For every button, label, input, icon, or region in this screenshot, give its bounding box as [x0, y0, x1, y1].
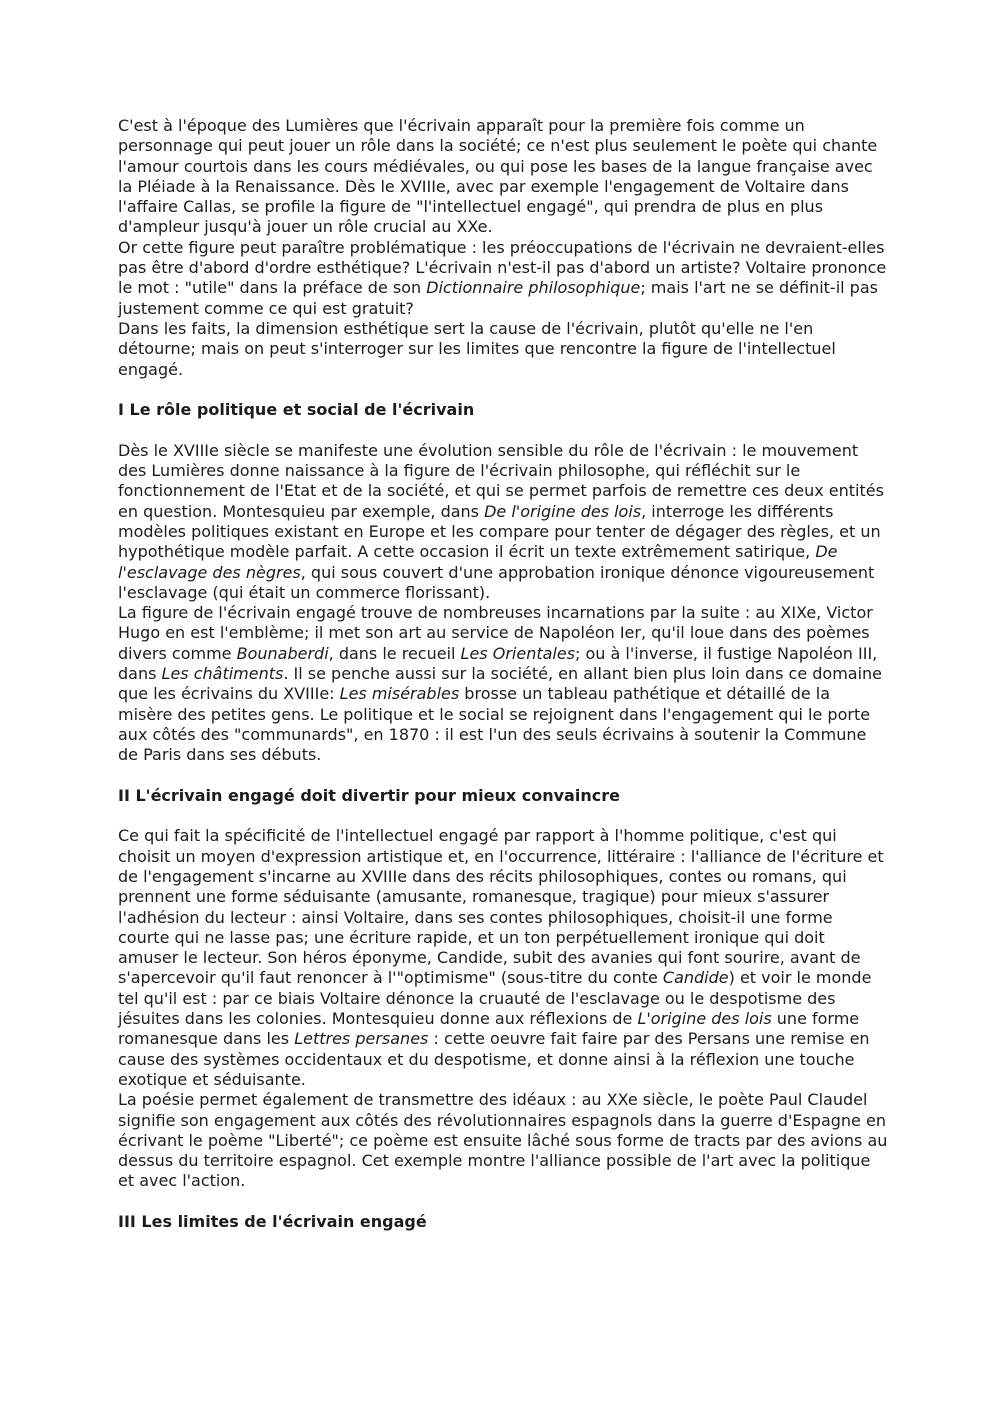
work-title-origine-des-lois: De l'origine des lois	[484, 501, 642, 521]
section-3-heading: III Les limites de l'écrivain engagé	[118, 1212, 427, 1232]
s1-p1-text-b: , interroge les différents modèles politiques existant en Europe et les compare pour tenter de dégager des règles, et un hypothétique modèle parfait. A cette occasion il écrit un texte extrêmement satirique,	[118, 501, 881, 562]
s2-p1-text-d: : cette oeuvre fait faire par des Persans une remise en cause des systèmes occidentaux et du despotisme, et donne ainsi à la réflexion une touche exotique et séduisante.	[118, 1029, 870, 1089]
s1-p2-text-a: La figure de l'écrivain engagé trouve de nombreuses incarnations par la suite : au XIXe, Victor Hugo en est l'emblème; il met son art au service de Napoléon Ier, qu'il loue dans des poèmes divers comme	[118, 603, 873, 663]
work-title-miserables: Les misérables	[339, 684, 460, 704]
document-page	[118, 116, 888, 1232]
intro-p2-text-b: ; mais l'art ne se définit-il pas justement comme ce qui est gratuit?	[118, 278, 878, 318]
section-1-paragraph-1	[118, 441, 888, 603]
work-title-bounaberdi: Bounaberdi	[236, 643, 329, 663]
work-title-candide: Candide	[662, 968, 729, 988]
s1-p1-text-a: Dès le XVIIIe siècle se manifeste une évolution sensible du rôle de l'écrivain : le mouvement des Lumières donne naissance à la figure de l'écrivain philosophe, qui réfléchit sur le fonctionnement de l'Etat et de la société, et qui se permet parfois de remettre ces deux entités en question. Montesquieu par exemple, dans	[118, 440, 884, 521]
section-2-heading: II L'écrivain engagé doit divertir pour mieux convaincre	[118, 785, 620, 805]
s2-p2-text: La poésie permet également de transmettre des idéaux : au XXe siècle, le poète Paul Claudel signifie son engagement aux côtés des révolutionnaires espagnols dans la guerre d'Espagne en écrivant le poème "Liberté"; ce poème est ensuite lâché sous forme de tracts par des avions au dessus du territoire espagnol. Cet exemple montre l'alliance possible de l'art avec la politique et avec l'action.	[118, 1090, 888, 1191]
s1-p2-text-e: brosse un tableau pathétique et détaillé de la misère des petites gens. Le politique et le social se rejoignent dans l'engagement qui le porte aux côtés des "communards", en 1870 : il est l'un des seuls écrivains à soutenir la Commune de Paris dans ses débuts.	[118, 684, 871, 765]
s1-p2-text-b: , dans le recueil	[328, 643, 461, 663]
s2-p1-text-c: une forme romanesque dans les	[118, 1009, 860, 1049]
section-1-paragraph-2	[118, 603, 888, 765]
intro-p3-text: Dans les faits, la dimension esthétique sert la cause de l'écrivain, plutôt qu'elle ne l'en détourne; mais on peut s'interroger sur les limites que rencontre la figure de l'intellectuel engagé.	[118, 318, 836, 379]
intro-paragraph-2	[118, 238, 888, 319]
section-2-paragraph-1	[118, 826, 888, 1090]
s2-p1-text-b: ) et voir le monde tel qu'il est : par ce biais Voltaire dénonce la cruauté de l'esclavage ou le despotisme des jésuites dans les colonies. Montesquieu donne aux réflexions de	[118, 968, 872, 1029]
section-1-heading: I Le rôle politique et social de l'écrivain	[118, 400, 475, 420]
work-title-dictionnaire: Dictionnaire philosophique	[426, 278, 641, 298]
work-title-origine-lois: L'origine des lois	[637, 1009, 772, 1029]
intro-p2-text-a: Or cette figure peut paraître problématique : les préoccupations de l'écrivain ne devraient-elles pas être d'abord d'ordre esthétique? L'écrivain n'est-il pas d'abord un artiste? Voltaire prononce le mot : "utile" dans la préface de son	[118, 237, 887, 298]
work-title-esclavage: De l'esclavage des nègres	[118, 542, 838, 582]
intro-paragraph-1	[118, 116, 888, 238]
work-title-lettres-persanes: Lettres persanes	[294, 1029, 429, 1049]
s1-p2-text-c: ; ou à l'inverse, il fustige Napoléon III, dans	[118, 643, 878, 684]
s1-p1-text-c: , qui sous couvert d'une approbation ironique dénonce vigoureusement l'esclavage (qui était un commerce florissant).	[118, 562, 875, 602]
s1-p2-text-d: . Il se penche aussi sur la société, en allant bien plus loin dans ce domaine que les écrivains du XVIIIe:	[118, 664, 883, 704]
work-title-chatiments: Les châtiments	[161, 664, 284, 684]
intro-paragraph-3	[118, 319, 888, 380]
section-2-paragraph-2	[118, 1090, 888, 1191]
s2-p1-text-a: Ce qui fait la spécificité de l'intellectuel engagé par rapport à l'homme politique, c'est qui choisit un moyen d'expression artistique et, en l'occurrence, littéraire : l'alliance de l'écriture et de l'engagement s'incarne au XVIIIe dans des récits philosophiques, contes ou romans, qui prennent une forme séduisante (amusante, romanesque, tragique) pour mieux s'assurer l'adhésion du lecteur : ainsi Voltaire, dans ses contes philosophiques, choisit-il une forme courte qui ne lasse pas; une écriture rapide, et un ton perpétuellement ironique qui doit amuser le lecteur. Son héros éponyme, Candide, subit des avanies qui font sourire, avant de s'apercevoir qu'il faut renoncer à l'"optimisme" (sous-titre du conte	[118, 826, 884, 988]
work-title-orientales: Les Orientales	[460, 643, 576, 663]
intro-p1-text: C'est à l'époque des Lumières que l'écrivain apparaît pour la première fois comme un personnage qui peut jouer un rôle dans la société; ce n'est plus seulement le poète qui chante l'amour courtois dans les cours médiévales, ou qui pose les bases de la langue française avec la Pléiade à la Renaissance. Dès le XVIIIe, avec par exemple l'engagement de Voltaire dans l'affaire Callas, se profile la figure de "l'intellectuel engagé", qui prendra de plus en plus d'ampleur jusqu'à jouer un rôle crucial au XXe.	[118, 116, 878, 237]
